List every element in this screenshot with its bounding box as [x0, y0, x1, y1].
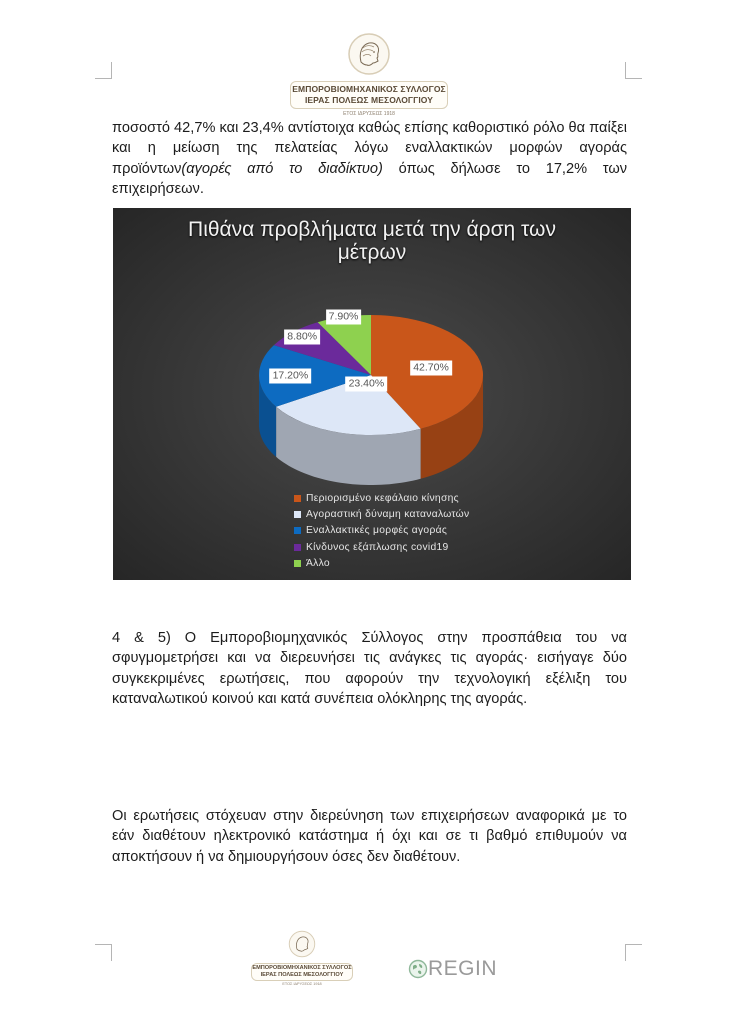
legend-swatch — [294, 527, 301, 534]
legend-swatch — [294, 511, 301, 518]
paragraph-3: Οι ερωτήσεις στόχευαν στην διερεύνηση των επιχειρήσεων αναφορικά με το εάν διαθέτουν ηλεκτρονικό κατάστημα ή όχι και σε τι βαθμό επιθυμούν να αποκτήσουν ή να δημιουργήσουν όσες δεν διαθέτουν. — [112, 808, 627, 865]
data-label: 7.90% — [326, 309, 362, 324]
legend-swatch — [294, 544, 301, 551]
footer-logo — [250, 930, 354, 986]
chart-title-line2: μέτρων — [337, 241, 407, 264]
legend-item — [294, 539, 469, 555]
paragraph-1-italic: (αγορές από το διαδίκτυο) — [181, 160, 383, 177]
footer-logo-plate — [251, 963, 353, 981]
header-logo-plate — [290, 81, 448, 109]
legend-label: Εναλλακτικές μορφές αγοράς — [306, 525, 448, 537]
crop-mark-top-left — [95, 62, 112, 79]
data-label: 8.80% — [284, 330, 320, 345]
legend-item — [294, 490, 469, 506]
hermes-head-icon — [288, 930, 316, 958]
paragraph-1-text-before: ποσοστό 42,7% και 23,4% αντίστοιχα καθώς επίσης καθοριστικό ρόλο θα παίξει και η μείωση της πελατείας λόγω εναλλακτικών μορφών αγοράς προϊόντων — [112, 120, 627, 177]
paragraph-1 — [112, 118, 627, 200]
legend-label: Κίνδυνος εξάπλωσης covid19 — [306, 541, 449, 553]
pie-chart — [113, 208, 631, 580]
legend-label: Άλλο — [306, 558, 330, 570]
legend-item — [294, 556, 469, 572]
data-label: 23.40% — [346, 376, 388, 391]
crop-mark-bottom-right — [625, 944, 642, 961]
legend-swatch — [294, 495, 301, 502]
footer-logo-year: ΕΤΟΣ ΙΔΡΥΣΕΩΣ 1918 — [282, 982, 322, 986]
legend-item — [294, 523, 469, 539]
data-label: 17.20% — [270, 368, 312, 383]
regin-logo — [408, 958, 497, 980]
crop-mark-top-right — [625, 62, 642, 79]
legend-label: Αγοραστική δύναμη καταναλωτών — [306, 509, 470, 521]
crop-mark-bottom-left — [95, 944, 112, 961]
header-logo-line2: ΙΕΡΑΣ ΠΟΛΕΩΣ ΜΕΣΟΛΟΓΓΙΟΥ — [304, 95, 434, 105]
chart-title-line1: Πιθάνα προβλήματα μετά την άρση των — [188, 218, 556, 241]
paragraph-1-text-after: όπως δήλωσε το 17,2% των επιχειρήσεων. — [112, 160, 628, 198]
footer-logo-line1: ΕΜΠΟΡΟΒΙΟΜΗΧΑΝΙΚΟΣ ΣΥΛΛΟΓΟΣ — [252, 965, 352, 971]
legend-item — [294, 506, 469, 522]
regin-logo-text: REGIN — [428, 957, 498, 980]
data-label: 42.70% — [410, 360, 452, 375]
chart-legend — [294, 490, 469, 572]
footer-logo-line2: ΙΕΡΑΣ ΠΟΛΕΩΣ ΜΕΣΟΛΟΓΓΙΟΥ — [260, 972, 344, 978]
header-logo-line1: ΕΜΠΟΡΟΒΙΟΜΗΧΑΝΙΚΟΣ ΣΥΛΛΟΓΟΣ — [292, 84, 446, 94]
legend-label: Περιορισμένο κεφάλαιο κίνησης — [306, 492, 459, 504]
globe-icon — [408, 959, 428, 979]
header-logo — [288, 32, 450, 116]
header-logo-year: ΕΤΟΣ ΙΔΡΥΣΕΩΣ 1918 — [343, 111, 395, 117]
hermes-head-icon — [347, 32, 391, 76]
legend-swatch — [294, 560, 301, 567]
paragraph-2: 4 & 5) Ο Εμπορoβιομηχανικός Σύλλογος στην προσπάθεια του να σφυγμομετρήσει και να διερευνήσει τις ανάγκες τις αγοράς· εισήγαγε δύο συγκεκριμένες ερωτήσεις, που αφορούν την τεχνολογική εξέλιξη του καταναλωτικού κοινού και κατά συνέπεια ολόκληρης της αγοράς. — [112, 630, 627, 708]
